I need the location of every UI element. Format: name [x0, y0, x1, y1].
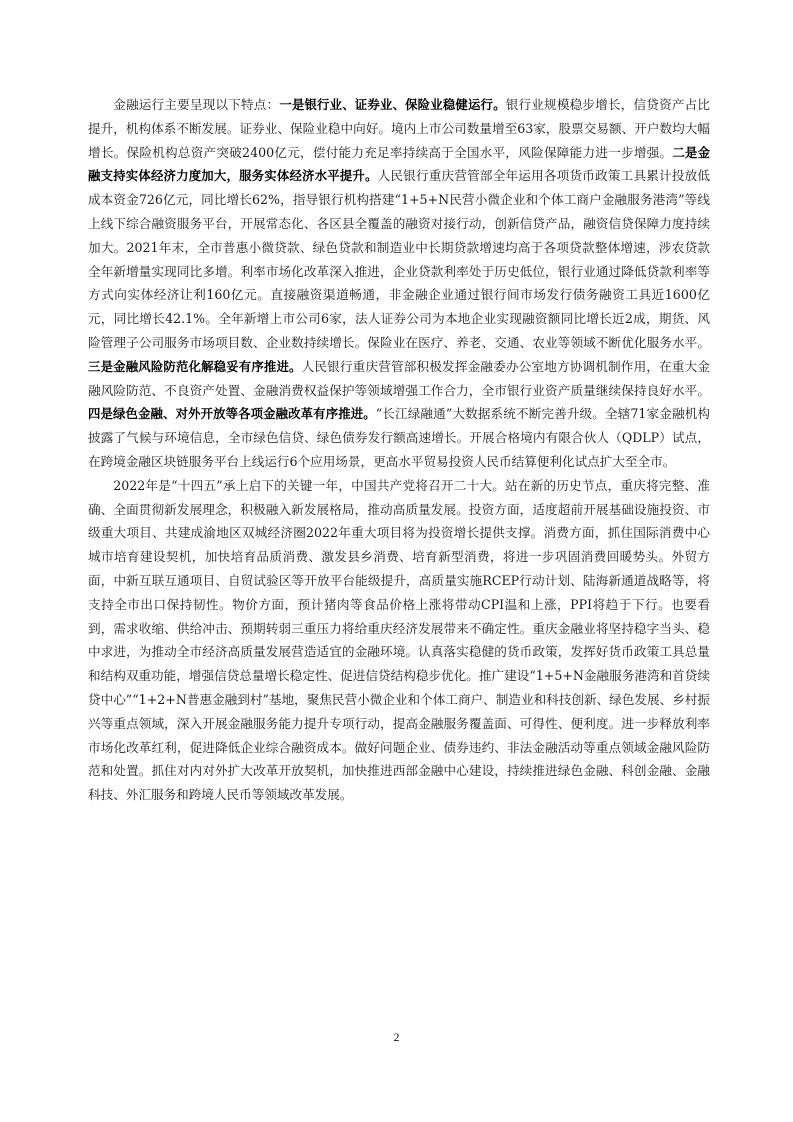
page-number: 2	[393, 1030, 400, 1044]
point-2-text: 人民银行重庆营管部全年运用各项货币政策工具累计投放低成本资金726亿元，同比增长62%，指导银行机构搭建“1+5+N民营小微企业和个体工商户金融服务港湾”等线上线下综合融资服务平台，开展常态化、各区县全覆盖的融资对接行动，创新信贷产品，融资信贷保障力度持续加大。2021年末，全市普惠小微贷款、绿色贷款和制造业中长期贷款增速均高于各项贷款整体增速，涉农贷款全年新增量实现同比多增。利率市场化改革深入推进，企业贷款利率处于历史低位，银行业通过降低贷款利率等方式向实体经济让利160亿元。直接融资渠道畅通，非金融企业通过银行间市场发行债务融资工具近1600亿元，同比增长42.1%。全年新增上市公司6家，法人证券公司为本地企业实现融资额同比增长近2成，期货、风险管理子公司服务市场项目数、企业数持续增长。保险业在医疗、养老、交通、农业等领域不断优化服务水平。	[88, 168, 711, 350]
point-1-text: 银行业规模稳步增长，信贷资产占比提升，机构体系不断发展。证券业、保险业稳中向好。境内上市公司数量增至63家，股票交易额、开户数均大幅增长。保险机构总资产突破2400亿元，偿付能力充足率持续高于全国水平，风险保障能力进一步增强。	[88, 97, 711, 160]
point-4-text: “长江绿融通”大数据系统不断完善升级。全辖71家金融机构披露了气候与环境信息，全市绿色信贷、绿色债券发行额高速增长。开展合格境内有限合伙人（QDLP）试点，在跨境金融区块链服务平台上线运行6个应用场景，更高水平贸易投资人民币结算便利化试点扩大至全市。	[88, 406, 710, 469]
paragraph-financial-features	[88, 93, 710, 474]
highlight-point-1: 一是银行业、证券业、保险业稳健运行。	[279, 97, 506, 112]
intro-text: 金融运行主要呈现以下特点：	[113, 97, 280, 112]
highlight-point-2: 二是金融支持实体经济力度加大，服务实体经济水平提升。	[88, 144, 710, 184]
point-3-text: 人民银行重庆营管部积极发挥金融委办公室地方协调机制作用，在重大金融风险防范、不良资产处置、金融消费权益保护等领域增强工作合力，全市银行业资产质量继续保持良好水平。	[88, 358, 711, 398]
paragraph-2022-outlook: 2022年是“十四五”承上启下的关键一年，中国共产党将召开二十大。站在新的历史节点，重庆将完整、准确、全面贯彻新发展理念，积极融入新发展格局，推动高质量发展。投资方面，适度超前开展基础设施投资、市级重大项目、共建成渝地区双城经济圈2022年重大项目将为投资增长提供支撑。消费方面，抓住国际消费中心城市培育建设契机，加快培育品质消费、激发县乡消费、培育新型消费，将进一步巩固消费回暖势头。外贸方面，中新互联互通项目、自贸试验区等开放平台能级提升，高质量实施RCEP行动计划、陆海新通道战略等，将支持全市出口保持韧性。物价方面，预计猪肉等食品价格上涨将带动CPI温和上涨，PPI将趋于下行。也要看到，需求收缩、供给冲击、预期转弱三重压力将给重庆经济发展带来不确定性。重庆金融业将坚持稳字当头、稳中求进，为推动全市经济高质量发展营造适宜的金融环境。认真落实稳健的货币政策，发挥好货币政策工具总量和结构双重功能，增强信贷总量增长稳定性、促进信贷结构稳步优化。推广建设“1+5+N金融服务港湾和首贷续贷中心”“1+2+N普惠金融到村”基地，聚焦民营小微企业和个体工商户、制造业和科技创新、绿色发展、乡村振兴等重点领域，深入开展金融服务能力提升专项行动，提高金融服务覆盖面、可得性、便利度。进一步释放利率市场化改革红利，促进降低企业综合融资成本。做好问题企业、债券违约、非法金融活动等重点领域金融风险防范和处置。抓住对内对外扩大改革开放契机，加快推进西部金融中心建设，持续推进绿色金融、科创金融、金融科技、外汇服务和跨境人民币等领域改革发展。	[88, 477, 710, 803]
highlight-point-4: 四是绿色金融、对外开放等各项金融改革有序推进。	[88, 406, 376, 422]
document-body	[88, 93, 710, 807]
highlight-point-3: 三是金融风险防范化解稳妥有序推进。	[88, 358, 302, 374]
